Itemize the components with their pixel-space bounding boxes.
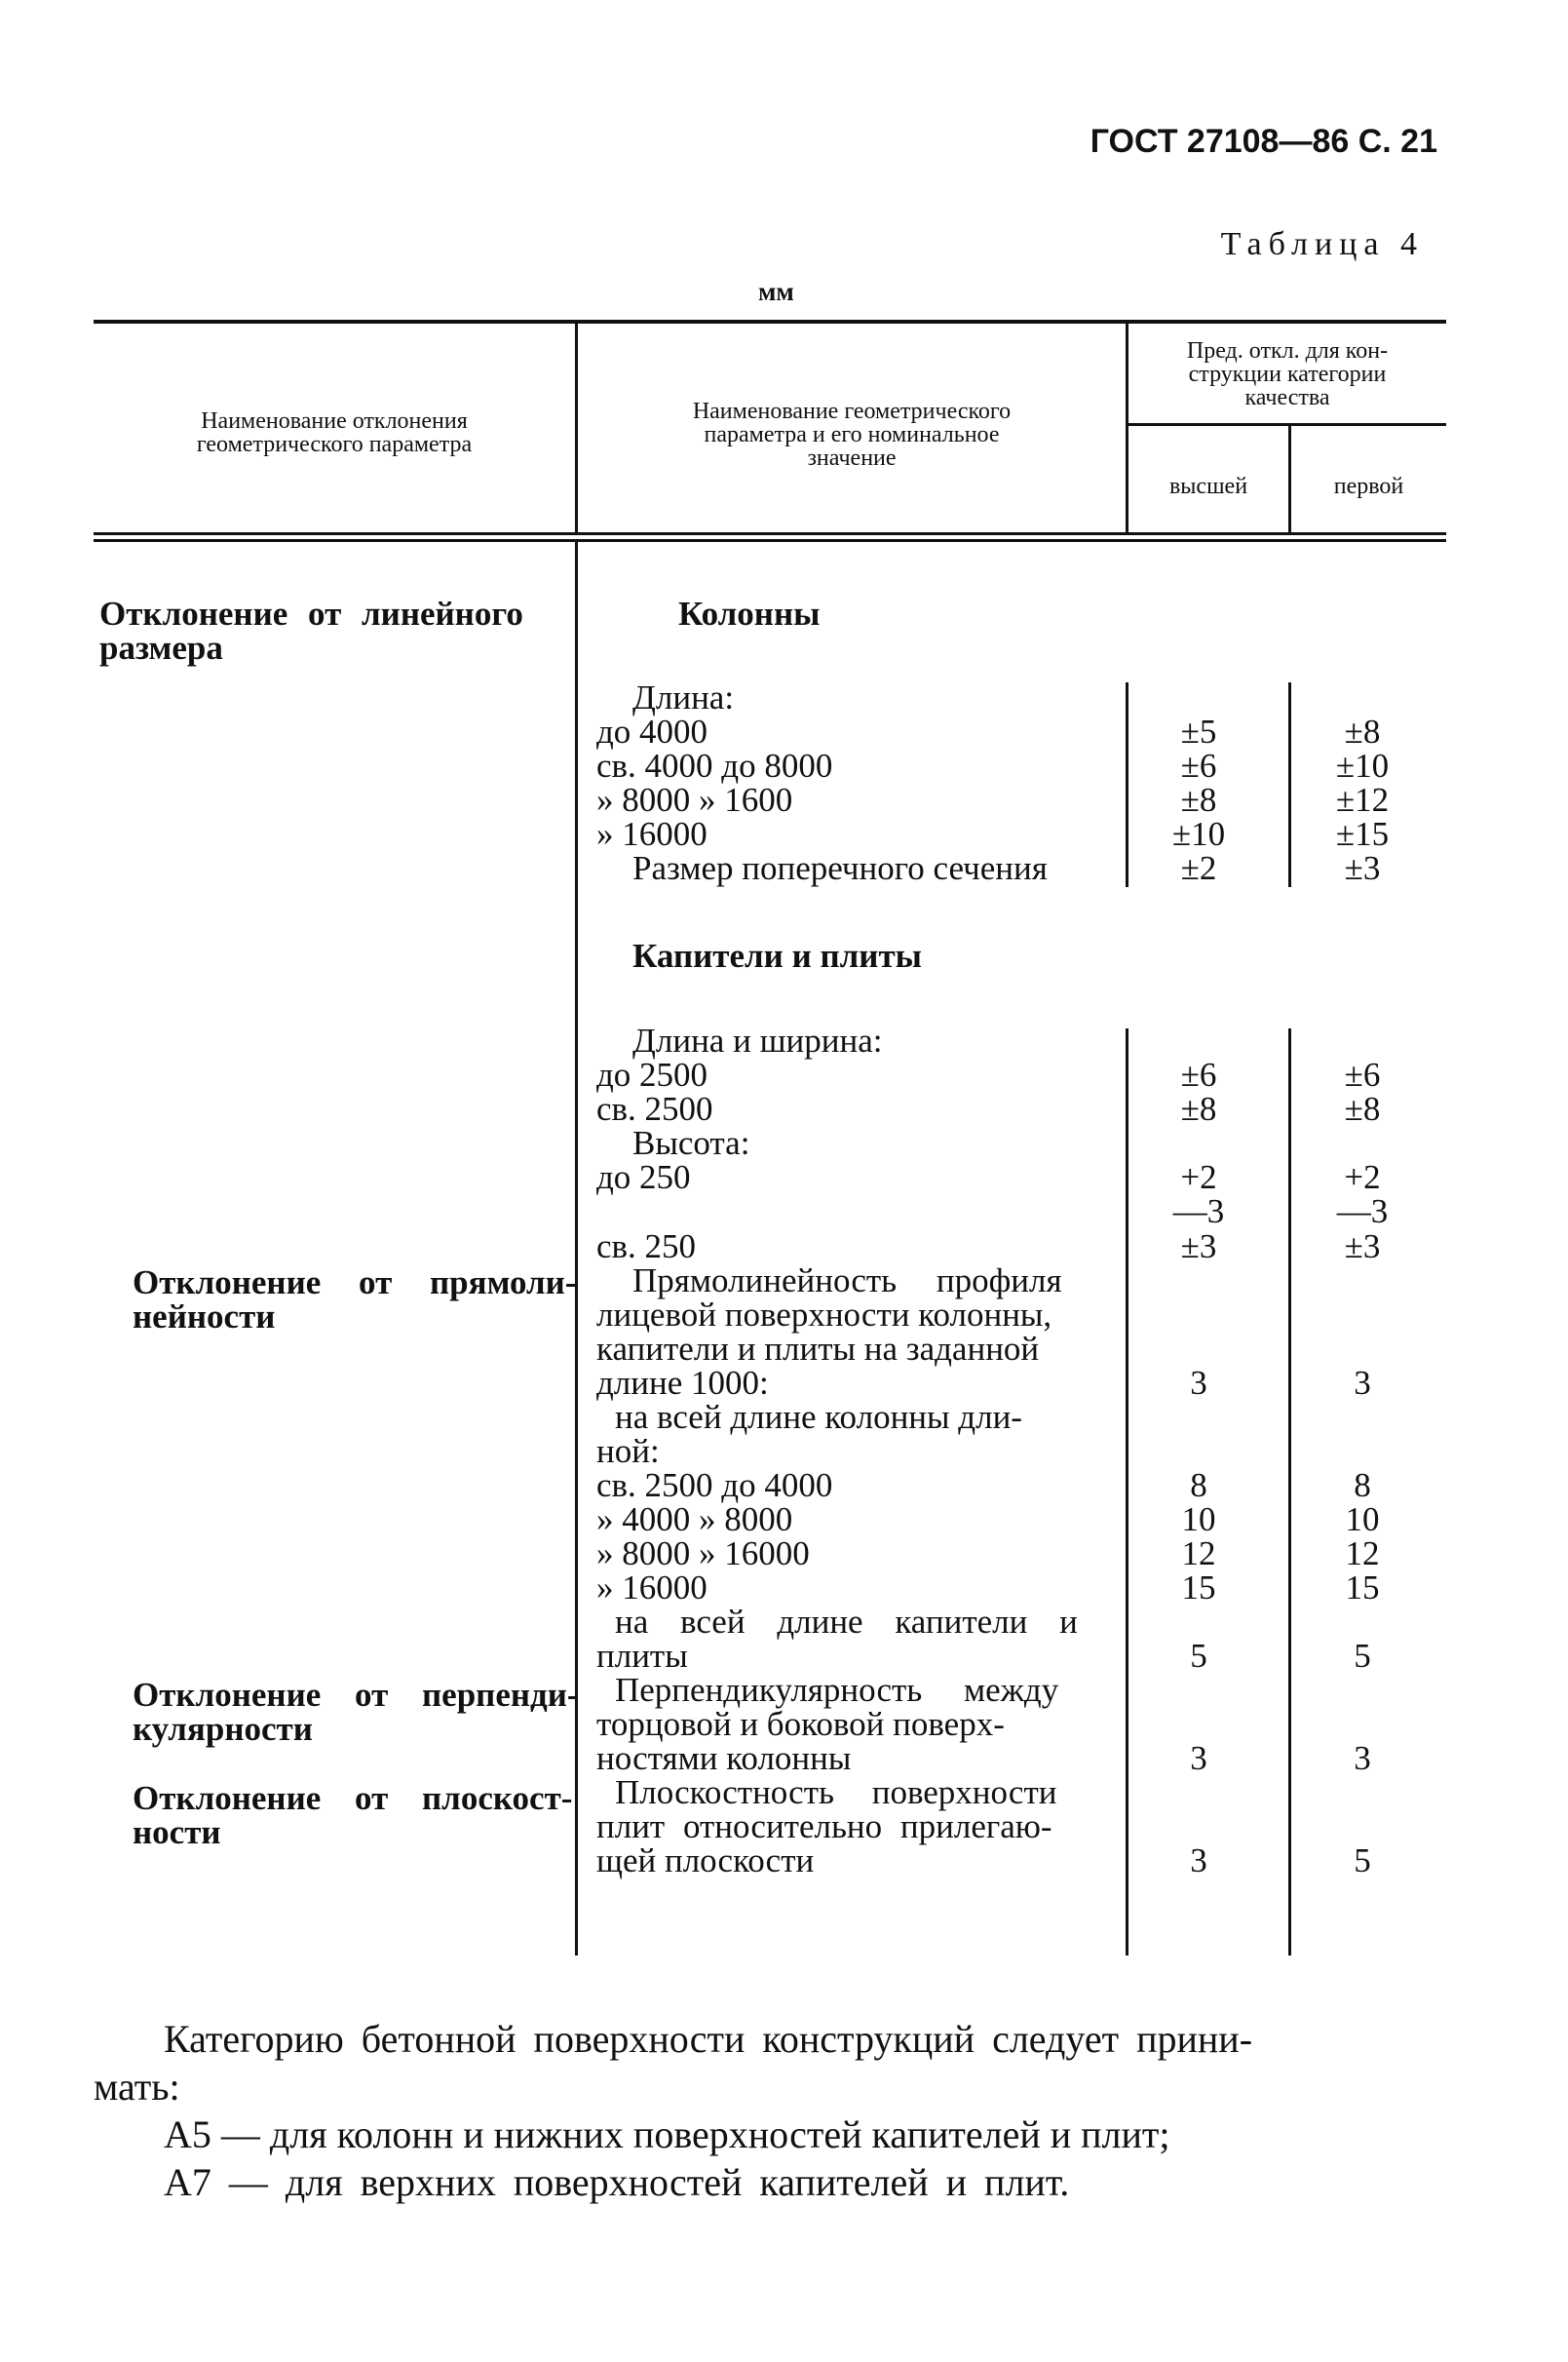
- header-bottom-rule: [94, 532, 1446, 535]
- subheader-rule: [1128, 423, 1446, 426]
- value-cell: 3: [1190, 1739, 1207, 1777]
- col34-header: Пред. откл. для кон- струкции категории качества: [1186, 338, 1389, 410]
- value-cell: 8: [1190, 1466, 1207, 1504]
- value-cell: ±8: [1180, 1090, 1217, 1128]
- deviation-perpendicularity: Отклонение от перпенди- кулярности: [133, 1676, 579, 1748]
- row-label: » 8000 » 16000: [596, 1534, 810, 1572]
- footer-line: мать:: [94, 2065, 180, 2109]
- value-divider-b1: [1126, 1028, 1128, 1955]
- section-columns: Колонны: [678, 595, 821, 633]
- deviation-straightness: Отклонение от прямоли- нейности: [133, 1263, 577, 1336]
- value-cell: ±6: [1344, 1056, 1381, 1094]
- document-header: ГОСТ 27108—86 С. 21: [1090, 123, 1437, 160]
- row-label: Размер поперечного сечения: [632, 849, 1048, 887]
- value-cell: ±6: [1180, 747, 1217, 785]
- value-cell: ±12: [1335, 781, 1390, 819]
- value-cell: 10: [1345, 1500, 1380, 1538]
- row-label: Перпендикулярность между: [615, 1671, 1059, 1709]
- row-label: св. 2500: [596, 1090, 713, 1128]
- value-cell: ±10: [1171, 815, 1226, 853]
- row-label: » 8000 » 1600: [596, 781, 793, 819]
- row-label: плиты: [596, 1637, 688, 1675]
- value-divider-a2: [1288, 682, 1291, 887]
- row-label: на всей длине капители и: [615, 1603, 1078, 1641]
- value-cell: 15: [1345, 1568, 1380, 1607]
- value-cell: ±3: [1344, 849, 1381, 887]
- footer-line: А5 — для колонн и нижних поверхностей капителей и плит;: [164, 2112, 1170, 2156]
- row-label: длине 1000:: [596, 1364, 769, 1402]
- row-label: » 16000: [596, 1568, 708, 1607]
- deviation-flatness: Отклонение от плоскост- ности: [133, 1779, 573, 1851]
- table-unit: мм: [758, 277, 794, 306]
- row-label: до 250: [596, 1158, 691, 1196]
- value-cell: —3: [1336, 1192, 1389, 1230]
- footer-line: Категорию бетонной поверхности конструкций следует прини-: [164, 2017, 1253, 2061]
- deviation-linear: Отклонение от линейного размера: [99, 595, 523, 667]
- row-label: ностями колонны: [596, 1739, 852, 1777]
- value-cell: ±2: [1180, 849, 1217, 887]
- value-cell: 15: [1181, 1568, 1216, 1607]
- row-label: Прямолинейность профиля: [632, 1261, 1062, 1299]
- row-label: Плоскостность поверхности: [615, 1773, 1057, 1811]
- value-cell: +2: [1180, 1158, 1217, 1196]
- value-cell: ±3: [1180, 1227, 1217, 1265]
- row-label: св. 250: [596, 1227, 697, 1265]
- section-capitals-plates: Капители и плиты: [632, 937, 922, 975]
- value-cell: 8: [1354, 1466, 1371, 1504]
- row-label: » 16000: [596, 815, 708, 853]
- value-cell: ±3: [1344, 1227, 1381, 1265]
- header-bottom-rule-2: [94, 539, 1446, 542]
- col3-header: высшей: [1168, 474, 1248, 499]
- footer-line: А7 — для верхних поверхностей капителей и плит.: [164, 2160, 1070, 2204]
- value-cell: ±10: [1335, 747, 1390, 785]
- col4-header: первой: [1333, 474, 1404, 499]
- value-cell: ±6: [1180, 1056, 1217, 1094]
- value-cell: 5: [1354, 1637, 1371, 1675]
- row-label: Высота:: [632, 1124, 750, 1162]
- value-cell: 3: [1190, 1841, 1207, 1879]
- value-cell: 3: [1354, 1739, 1371, 1777]
- value-divider-a1: [1126, 682, 1128, 887]
- row-label: до 4000: [596, 713, 708, 751]
- row-label: капители и плиты на заданной: [596, 1330, 1040, 1368]
- col1-header: Наименование отклонения геометрического параметра: [196, 408, 473, 457]
- row-label: торцовой и боковой поверх-: [596, 1705, 1005, 1743]
- value-cell: ±8: [1344, 1090, 1381, 1128]
- value-cell: 3: [1354, 1364, 1371, 1402]
- value-cell: ±15: [1335, 815, 1390, 853]
- value-cell: ±8: [1180, 781, 1217, 819]
- value-cell: 5: [1190, 1637, 1207, 1675]
- col2-header: Наименование геометрического параметра и его номинальное значение: [692, 399, 1012, 471]
- row-label: св. 4000 до 8000: [596, 747, 833, 785]
- row-label: щей плоскости: [596, 1841, 815, 1879]
- value-divider-b2: [1288, 1028, 1291, 1955]
- row-label: лицевой поверхности колонны,: [596, 1296, 1052, 1334]
- value-cell: 5: [1354, 1841, 1371, 1879]
- value-cell: ±8: [1344, 713, 1381, 751]
- row-label: св. 2500 до 4000: [596, 1466, 833, 1504]
- value-cell: +2: [1344, 1158, 1381, 1196]
- value-cell: 10: [1181, 1500, 1216, 1538]
- row-label: » 4000 » 8000: [596, 1500, 793, 1538]
- row-label: Длина и ширина:: [632, 1022, 883, 1060]
- table-top-rule: [94, 320, 1446, 324]
- row-label: ной:: [596, 1432, 660, 1470]
- row-label: плит относительно прилегаю-: [596, 1807, 1052, 1845]
- row-label: до 2500: [596, 1056, 708, 1094]
- value-cell: —3: [1172, 1192, 1225, 1230]
- value-cell: 3: [1190, 1364, 1207, 1402]
- row-label: на всей длине колонны дли-: [615, 1398, 1022, 1436]
- row-label: Длина:: [632, 678, 735, 716]
- table-title: Таблица 4: [1220, 226, 1424, 262]
- value-cell: 12: [1345, 1534, 1380, 1572]
- header-col-divider-1: [575, 324, 578, 532]
- value-cell: ±5: [1180, 713, 1217, 751]
- value-cell: 12: [1181, 1534, 1216, 1572]
